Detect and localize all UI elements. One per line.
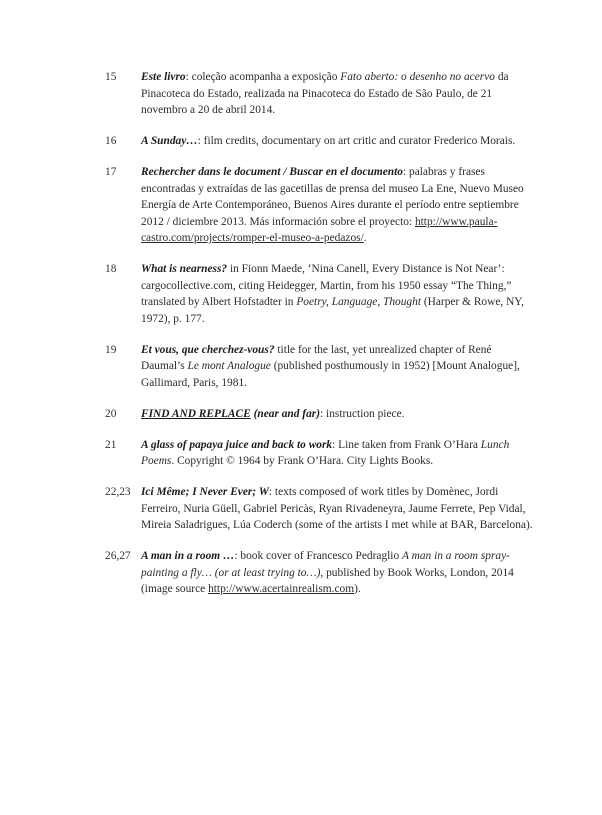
footnote-title: Ici Même; I Never Ever; W <box>141 486 269 498</box>
footnote-number: 26,27 <box>105 550 131 562</box>
footnote-text <box>141 342 535 392</box>
footnote-title: A man in a room … <box>141 550 235 562</box>
footnote-italic-text: Le mont Analogue <box>187 360 271 372</box>
footnote-item <box>105 133 535 150</box>
footnote-body-text: , published by Book Works, London, 2014 (image source <box>141 566 514 595</box>
footnote-body-text: : palabras y frases encontradas y extraídas de las gacetillas de prensa del museo La Ene, Nuevo Museo Energía de Arte Contemporáneo, Buenos Aires durante el período entre septiembre 2012 / diciembre 2013. Más información sobre el proyecto: <box>141 166 524 228</box>
footnote-italic-text: Poetry, Language, Thought <box>296 296 421 308</box>
footnote-title: Rechercher dans le document / Buscar en el documento <box>141 166 403 178</box>
footnote-number: 21 <box>105 438 117 451</box>
footnote-body-text: : Line taken from Frank O’Hara <box>332 438 481 451</box>
footnote-link[interactable]: http://www.paula-castro.com/projects/romper-el-museo-a-pedazos/ <box>141 215 498 244</box>
footnote-text <box>141 133 535 150</box>
footnote-title: A glass of papaya juice and back to work <box>141 438 333 451</box>
footnote-body-text: : coleção acompanha a exposição <box>185 71 341 83</box>
footnote-text <box>141 261 535 327</box>
footnote-text <box>141 406 535 423</box>
footnote-italic-text: A man in a room spray-painting a fly… (or at least trying to…) <box>141 550 510 579</box>
footnotes-list <box>105 69 535 612</box>
footnote-title: FIND AND REPLACE <box>141 407 251 420</box>
footnote-text <box>141 548 535 598</box>
footnote-body-text: . <box>363 232 367 244</box>
footnote-link[interactable]: http://www.acertainrealism.com <box>208 583 355 595</box>
footnote-number: 16 <box>105 135 117 147</box>
footnote-body-text: da Pinacoteca do Estado, realizada na Pinacoteca do Estado de São Paulo, de 21 novembro a 20 de abril 2014. <box>141 71 509 116</box>
footnote-item <box>105 164 535 247</box>
footnote-body-text: in Fionn Maede, ‘Nina Canell, Every Distance is Not Near’: cargocollective.com, citing Heidegger, Martin, from his 1950 essay “The Thing,” translated by Albert Hofstadter in <box>141 263 512 308</box>
footnote-italic-text: Fato aberto: o desenho no acervo <box>340 71 495 83</box>
footnote-item <box>105 406 535 423</box>
footnote-body-text: (Harper & Rowe, NY, 1972), p. 177. <box>141 296 524 325</box>
footnote-number: 17 <box>105 166 117 178</box>
footnote-title: Este livro <box>141 71 186 83</box>
footnote-number: 18 <box>105 263 117 275</box>
footnote-text <box>141 437 535 470</box>
footnote-number: 19 <box>105 343 117 356</box>
footnote-item <box>105 342 535 392</box>
footnote-number: 22,23 <box>105 486 131 498</box>
footnote-body-text: : book cover of Francesco Pedraglio <box>234 550 403 562</box>
footnote-title: A Sunday… <box>141 135 198 147</box>
footnote-body-text: : texts composed of work titles by Domènec, Jordi Ferreiro, Nuria Güell, Gabriel Pericàs, Ryan Rivadeneyra, Jaume Ferrete, Pep Vidal, Mireia Saladrigues, Lúa Coderch (some of the artists I met while at BAR, Barcelona). <box>141 486 533 531</box>
footnote-body-text: title for the last, yet unrealized chapter of René Daumal’s <box>141 343 492 372</box>
footnote-number: 15 <box>105 71 117 83</box>
footnote-body-text: : instruction piece. <box>320 407 405 420</box>
footnote-title: What is nearness? <box>141 263 228 275</box>
footnote-number: 20 <box>105 407 117 420</box>
footnote-body-text: ). <box>354 583 361 595</box>
footnote-item <box>105 261 535 327</box>
footnote-text <box>141 484 535 534</box>
footnote-title: Et vous, que cherchez-vous? <box>141 343 275 356</box>
footnote-title: (near and far) <box>250 407 321 420</box>
footnote-italic-text: Lunch Poems <box>141 438 510 467</box>
footnote-text <box>141 164 535 247</box>
footnote-body-text: . Copyright © 1964 by Frank O’Hara. City Lights Books. <box>171 455 434 467</box>
footnote-item <box>105 484 535 534</box>
footnote-body-text: : film credits, documentary on art critic and curator Frederico Morais. <box>197 135 516 147</box>
footnote-item <box>105 548 535 598</box>
footnote-text <box>141 69 535 119</box>
footnote-item <box>105 69 535 119</box>
footnote-item <box>105 437 535 470</box>
footnote-body-text: (published posthumously in 1952) [Mount Analogue], Gallimard, Paris, 1981. <box>141 360 520 389</box>
